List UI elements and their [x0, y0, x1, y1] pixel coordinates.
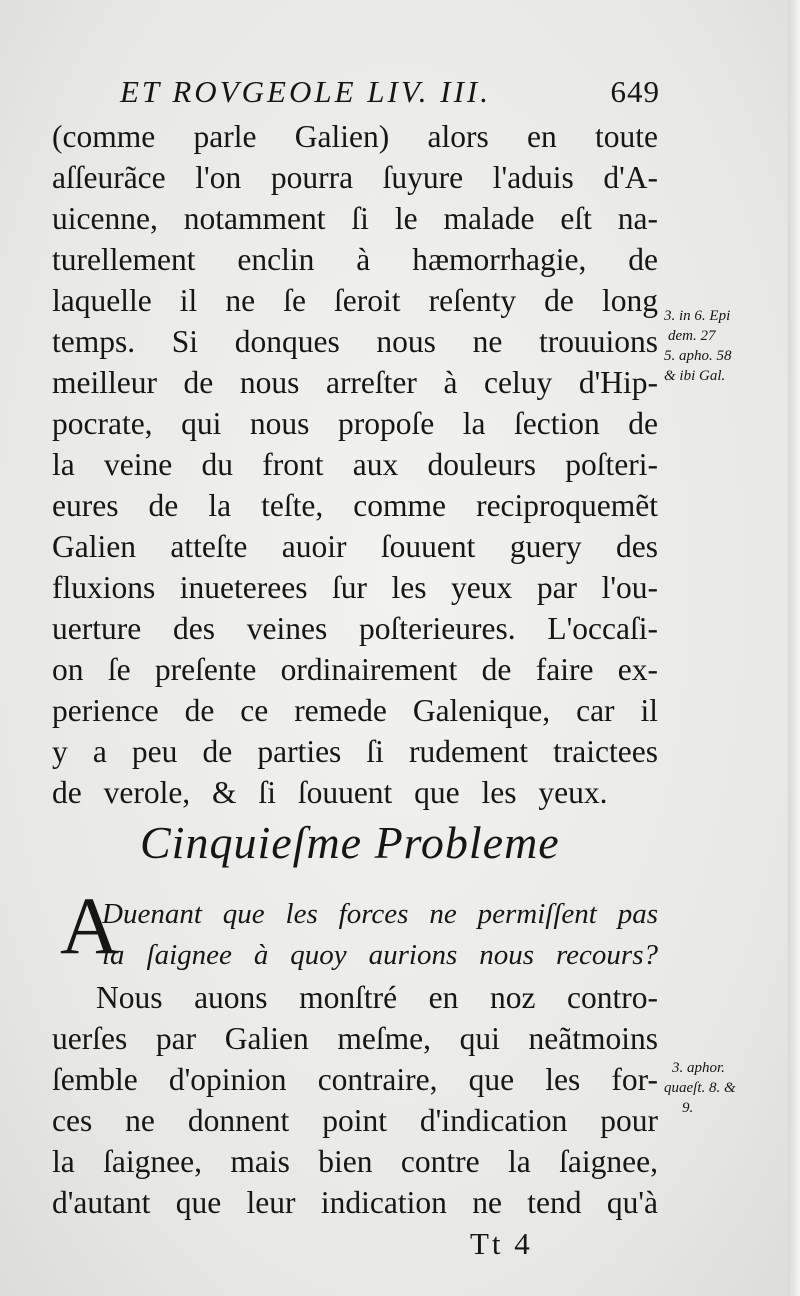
body-line: pocrate, qui nous propoſe la ſection de — [52, 406, 658, 441]
answer-line: d'autant que leur indication ne tend qu'à — [52, 1185, 658, 1220]
body-line: la veine du front aux douleurs poſteri- — [52, 447, 658, 482]
body-line: on ſe preſente ordinairement de faire ex- — [52, 652, 658, 687]
body-line: laquelle il ne ſe ſeroit reſenty de long — [52, 283, 658, 318]
body-line: de verole, & ſi ſouuent que les yeux. — [52, 775, 608, 810]
margin-note — [664, 306, 792, 386]
running-head — [120, 70, 660, 114]
body-line: meilleur de nous arreſter à celuy d'Hip- — [52, 365, 658, 400]
drop-cap: A — [60, 880, 120, 971]
page-number: 649 — [610, 74, 660, 109]
body-line: (comme parle Galien) alors en toute — [52, 119, 658, 154]
answer-line: la ſaignee, mais bien contre la ſaignee, — [52, 1144, 658, 1179]
margin-note-line: 5. apho. 58 — [664, 348, 732, 364]
body-line: y a peu de parties ſi rudement traictees — [52, 734, 658, 769]
answer-line: Nous auons monſtré en noz contro- — [96, 980, 658, 1015]
body-line: aſſeurãce l'on pourra ſuyure l'aduis d'A- — [52, 160, 658, 195]
margin-note-line: quaeſt. 8. & — [664, 1080, 736, 1096]
body-line: uicenne, notamment ſi le malade eſt na- — [52, 201, 658, 236]
body-line: Galien atteſte auoir ſouuent guery des — [52, 529, 658, 564]
body-line: turellement enclin à hæmorrhagie, de — [52, 242, 658, 277]
margin-note-line: 9. — [682, 1100, 694, 1116]
answer-line: ſemble d'opinion contraire, que les for- — [52, 1062, 658, 1097]
running-head-title: ET ROVGEOLE LIV. III. — [120, 74, 491, 109]
body-line: fluxions inueterees ſur les yeux par l'ou- — [52, 570, 658, 605]
section-heading: Cinquieſme Probleme — [140, 817, 560, 868]
margin-note-line: & ibi Gal. — [664, 368, 726, 384]
problem-line: la ſaignee à quoy aurions nous recours? — [102, 939, 658, 971]
margin-note-line: 3. aphor. — [672, 1060, 725, 1076]
body-line: eures de la teſte, comme reciproquemẽt — [52, 488, 658, 523]
body-line: uerture des veines poſterieures. L'occaſi- — [52, 611, 658, 646]
body-line: temps. Si donques nous ne trouuions — [52, 324, 658, 359]
margin-note — [664, 1058, 792, 1118]
answer-line: uerſes par Galien meſme, qui neãtmoins — [52, 1021, 658, 1056]
signature-mark: Tt 4 — [470, 1226, 533, 1261]
margin-note-line: dem. 27 — [668, 328, 716, 344]
margin-note-line: 3. in 6. Epi — [664, 308, 731, 324]
answer-line: ces ne donnent point d'indication pour — [52, 1103, 658, 1138]
body-line: perience de ce remede Galenique, car il — [52, 693, 658, 728]
problem-line: Duenant que les forces ne permiſſent pas — [102, 898, 658, 930]
